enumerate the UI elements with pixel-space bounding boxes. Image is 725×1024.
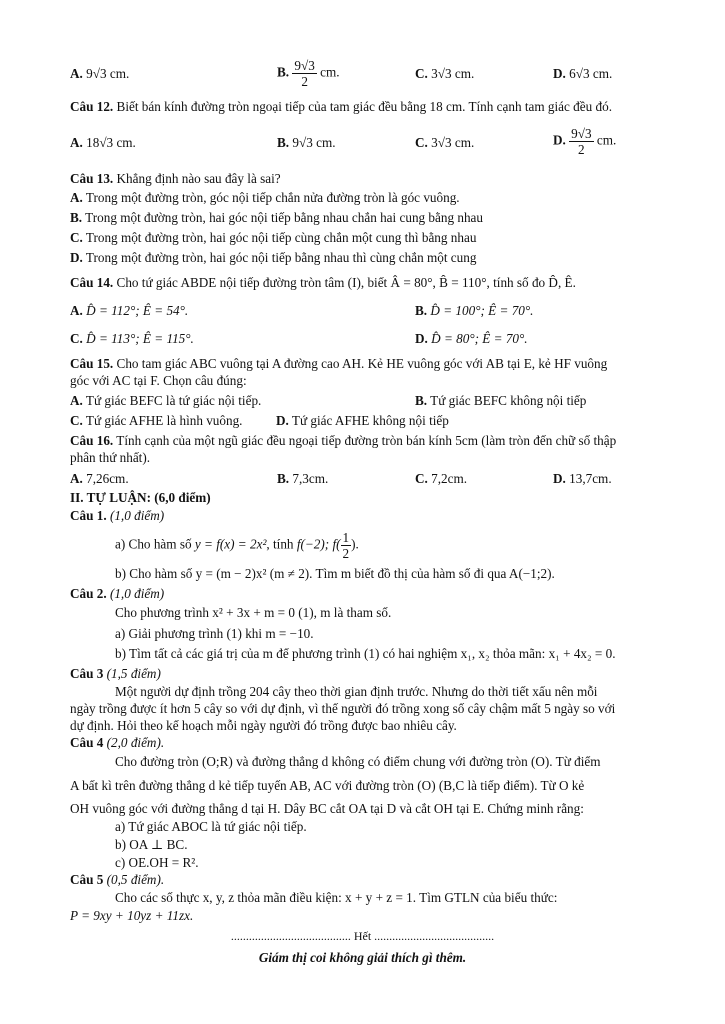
essay-q3-line3: dự định. Hỏi theo kế hoạch mỗi ngày người đó trồng được bao nhiêu cây.: [70, 718, 457, 733]
q11-option-d: D. 6√3 cm.: [553, 66, 613, 81]
q15-stem-line1: Câu 15. Cho tam giác ABC vuông tại A đường cao AH. Kẻ HE vuông góc với AB tại E, kẻ HF vuông: [70, 356, 608, 371]
q15-stem-line2: góc với AC tại F. Chọn câu đúng:: [70, 373, 247, 388]
essay-q4-a: a) Tứ giác ABOC là tứ giác nội tiếp.: [115, 819, 307, 834]
q12-option-b: B. 9√3 cm.: [277, 135, 336, 150]
essay-q4-line1: Cho đường tròn (O;R) và đường thẳng d không có điểm chung với đường tròn (O). Từ điểm: [115, 754, 601, 769]
essay-q4-c: c) OE.OH = R².: [115, 855, 199, 870]
q11-option-b: B. $\frac{9√3}{2}$ cm.: [277, 58, 340, 89]
q14-option-d: D. D̂ = 80°; Ê = 70°.: [415, 331, 528, 346]
q12-option-c: C. 3√3 cm.: [415, 135, 475, 150]
end-marker: ........................................ Hết ........................................: [230, 929, 495, 943]
q16-option-b: B. 7,3cm.: [277, 471, 329, 486]
essay-q4-line3: OH vuông góc với đường thẳng d tại H. Dây BC cắt OA tại D và cắt OH tại E. Chứng minh rằng:: [70, 801, 584, 816]
q13-option-b: B. Trong một đường tròn, hai góc nội tiếp bằng nhau chắn hai cung bằng nhau: [70, 210, 483, 225]
q11-option-a: A. 9√3 cm.: [70, 66, 130, 81]
q16-stem-line1: Câu 16. Tính cạnh của một ngũ giác đều ngoại tiếp đường tròn bán kính 5cm (làm tròn đến chữ số thập: [70, 433, 617, 448]
essay-q3-heading: Câu 3 (1,5 điểm): [70, 666, 161, 681]
essay-q2-intro: Cho phương trình x² + 3x + m = 0 (1), m là tham số.: [115, 605, 392, 620]
essay-q5-heading: Câu 5 (0,5 điểm).: [70, 872, 165, 887]
q15-option-c: C. Tứ giác AFHE là hình vuông.: [70, 413, 243, 428]
q16-option-a: A. 7,26cm.: [70, 471, 129, 486]
q16-option-c: C. 7,2cm.: [415, 471, 468, 486]
essay-q5-line1: Cho các số thực x, y, z thỏa mãn điều kiện: x + y + z = 1. Tìm GTLN của biểu thức:: [115, 890, 558, 905]
essay-q4-line2: A bất kì trên đường thẳng d kẻ tiếp tuyến AB, AC với đường tròn (O) (B,C là tiếp điểm). Từ O kẻ: [70, 778, 585, 793]
essay-q2-b: b) Tìm tất cả các giá trị của m để phương trình (1) có hai nghiệm x₁, x₂ thỏa mãn: x₁ + 4x₂ = 0.: [115, 646, 616, 661]
q13-option-c: C. Trong một đường tròn, hai góc nội tiếp cùng chắn một cung thì bằng nhau: [70, 230, 477, 245]
essay-q4-heading: Câu 4 (2,0 điểm).: [70, 735, 165, 750]
essay-q4-b: b) OA ⊥ BC.: [115, 837, 188, 852]
essay-q3-line2: ngày trồng được ít hơn 5 cây so với dự định, vì thế người đó trồng xong số cây chậm mất 5 ngày so với: [70, 701, 616, 716]
q15-option-a: A. Tứ giác BEFC là tứ giác nội tiếp.: [70, 393, 262, 408]
part2-title: II. TỰ LUẬN: (6,0 điểm): [70, 490, 211, 505]
q12-option-d: D. $\frac{9√3}{2}$ cm.: [553, 126, 617, 157]
q14-stem: Câu 14. Cho tứ giác ABDE nội tiếp đường tròn tâm (I), biết Â = 80°, B̂ = 110°, tính số đo D̂, Ê.: [70, 275, 576, 290]
q13-option-d: D. Trong một đường tròn, hai góc nội tiếp bằng nhau thì cùng chắn một cung: [70, 250, 477, 265]
essay-q2-a: a) Giải phương trình (1) khi m = −10.: [115, 626, 314, 641]
q16-stem-line2: phân thứ nhất).: [70, 450, 151, 465]
q11-option-c: C. 3√3 cm.: [415, 66, 475, 81]
q12-d-fraction: $\frac{9√3}{2}$: [571, 126, 592, 157]
q11-b-fraction: $\frac{9√3}{2}$: [294, 58, 315, 89]
essay-q1-heading: Câu 1. (1,0 điểm): [70, 508, 165, 523]
essay-q1-a: a) Cho hàm số y = f(x) = 2x², tính f(−2); f( $\frac{1}{2}$ ).: [115, 530, 359, 561]
essay-q2-heading: Câu 2. (1,0 điểm): [70, 586, 165, 601]
essay-q1-fraction: $\frac{1}{2}$: [342, 530, 350, 561]
essay-q1-b: b) Cho hàm số y = (m − 2)x² (m ≠ 2). Tìm m biết đồ thị của hàm số đi qua A(−1;2).: [115, 566, 555, 581]
q13-option-a: A. Trong một đường tròn, góc nội tiếp chắn nửa đường tròn là góc vuông.: [70, 190, 460, 205]
essay-q3-line1: Một người dự định trồng 204 cây theo thời gian định trước. Nhưng do thời tiết xấu nên mỗi: [115, 684, 598, 699]
q16-option-d: D. 13,7cm.: [553, 471, 612, 486]
q12-option-a: A. 18√3 cm.: [70, 135, 136, 150]
q15-option-d: D. Tứ giác AFHE không nội tiếp: [276, 413, 449, 428]
q15-option-b: B. Tứ giác BEFC không nội tiếp: [415, 393, 587, 408]
q12-stem: Câu 12. Biết bán kính đường tròn ngoại tiếp của tam giác đều bằng 18 cm. Tính cạnh tam giác đều đó.: [70, 99, 612, 114]
q14-option-b: B. D̂ = 100°; Ê = 70°.: [415, 303, 534, 318]
essay-q5-line2: P = 9xy + 10yz + 11zx.: [70, 908, 194, 923]
q13-stem: Câu 13. Khẳng định nào sau đây là sai?: [70, 171, 281, 186]
q14-option-a: A. D̂ = 112°; Ê = 54°.: [70, 303, 189, 318]
proctor-note: Giám thị coi không giải thích gì thêm.: [258, 950, 467, 965]
q14-option-c: C. D̂ = 113°; Ê = 115°.: [70, 331, 194, 346]
